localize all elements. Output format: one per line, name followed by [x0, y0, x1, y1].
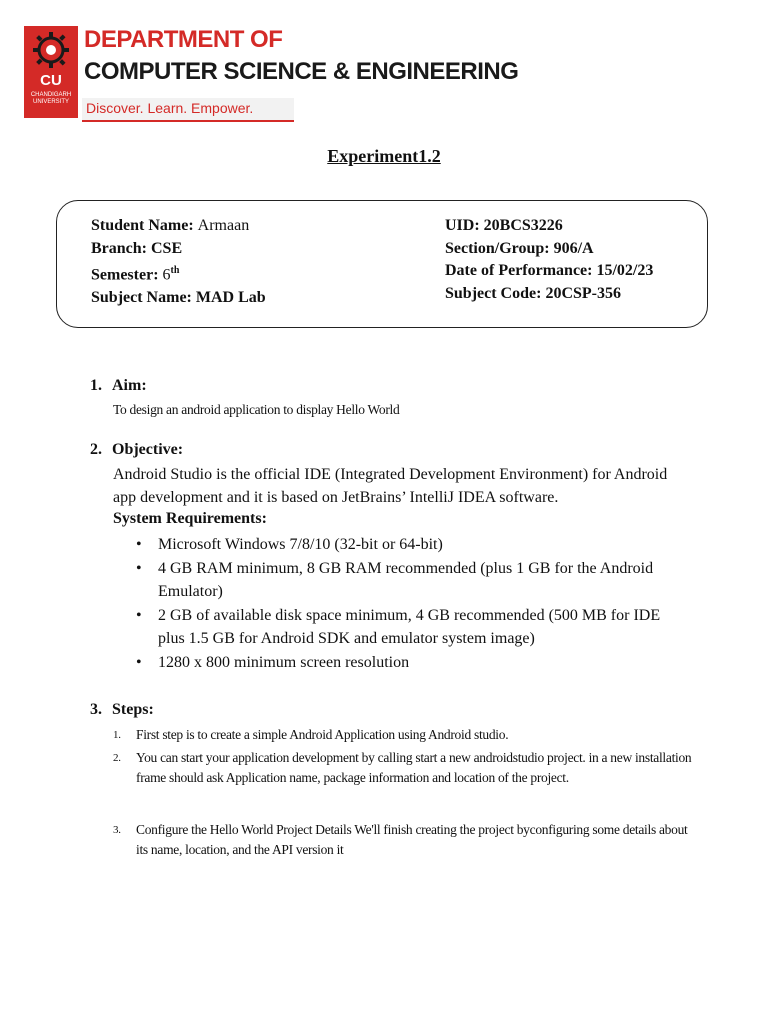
list-item: • Microsoft Windows 7/8/10 (32-bit or 64-bit) — [136, 533, 676, 556]
gear-emblem-icon — [24, 26, 78, 72]
uid-row: UID: 20BCS3226 — [445, 217, 563, 234]
department-title-line2: COMPUTER SCIENCE & ENGINEERING — [84, 58, 519, 85]
bullet-icon: • — [136, 560, 142, 577]
info-column-left — [91, 215, 266, 309]
student-name-value: Armaan — [197, 217, 250, 234]
semester-row: Semester: 6th — [91, 265, 180, 284]
aim-text: To design an android application to display Hello World — [113, 402, 400, 417]
student-name-row: Student Name: Armaan — [91, 217, 250, 234]
list-item: • 1280 x 800 minimum screen resolution — [136, 651, 676, 674]
subject-code-row: Subject Code: 20CSP-356 — [445, 284, 621, 302]
step-item-1: 1. First step is to create a simple Android Application using Android studio. — [113, 727, 509, 742]
list-item: • 2 GB of available disk space minimum, 4 GB recommended (500 MB for IDE plus 1.5 GB for Android SDK and emulator system image) — [136, 604, 676, 650]
objective-text: Android Studio is the official IDE (Integrated Development Environment) for Android app development and it is based on JetBrains’ IntelliJ IDEA software. — [113, 466, 668, 506]
date-of-performance-row: Date of Performance: 15/02/23 — [445, 262, 654, 279]
info-column-right — [445, 215, 653, 305]
section-group-row: Section/Group: 906/A — [445, 239, 594, 257]
logo-university-name: CHANDIGARH UNIVERSITY — [30, 92, 72, 105]
list-item: • 4 GB RAM minimum, 8 GB RAM recommended (plus 1 GB for the Android Emulator) — [136, 557, 676, 603]
step-item-3: 3. Configure the Hello World Project Details We'll finish creating the project byconfiguring some details about its name, location, and the API version it — [113, 822, 688, 857]
bullet-icon: • — [136, 654, 142, 671]
student-info-box — [56, 200, 708, 328]
subject-code-value: 20CSP-356 — [545, 284, 621, 302]
section-group-value: 906/A — [553, 239, 594, 257]
objective-heading: 2. Objective: — [90, 441, 184, 458]
system-requirements-heading: System Requirements: — [113, 510, 267, 527]
steps-heading: 3. Steps: — [90, 701, 154, 718]
university-logo — [24, 26, 78, 118]
tagline: Discover. Learn. Empower. — [86, 100, 254, 116]
subject-name-row: Subject Name: MAD Lab — [91, 288, 266, 306]
system-requirements-list — [136, 533, 676, 675]
department-title-line1: DEPARTMENT OF — [84, 26, 283, 53]
step-item-2: 2. You can start your application development by calling start a new androidstudio project. in a new installation frame should ask Application name, package information and location of the project. — [113, 750, 692, 785]
branch-row: Branch: CSE — [91, 239, 183, 257]
date-of-performance-value: 15/02/23 — [596, 262, 654, 279]
aim-heading: 1. Aim: — [90, 377, 147, 394]
logo-abbrev: CU — [40, 72, 62, 89]
bullet-icon: • — [136, 607, 142, 624]
branch-value: CSE — [151, 239, 183, 257]
department-header — [24, 26, 519, 122]
subject-name-value: MAD Lab — [195, 288, 266, 306]
experiment-title: Experiment1.2 — [327, 146, 441, 166]
uid-value: 20BCS3226 — [483, 217, 563, 234]
bullet-icon: • — [136, 536, 142, 553]
semester-value: 6 — [162, 266, 171, 284]
